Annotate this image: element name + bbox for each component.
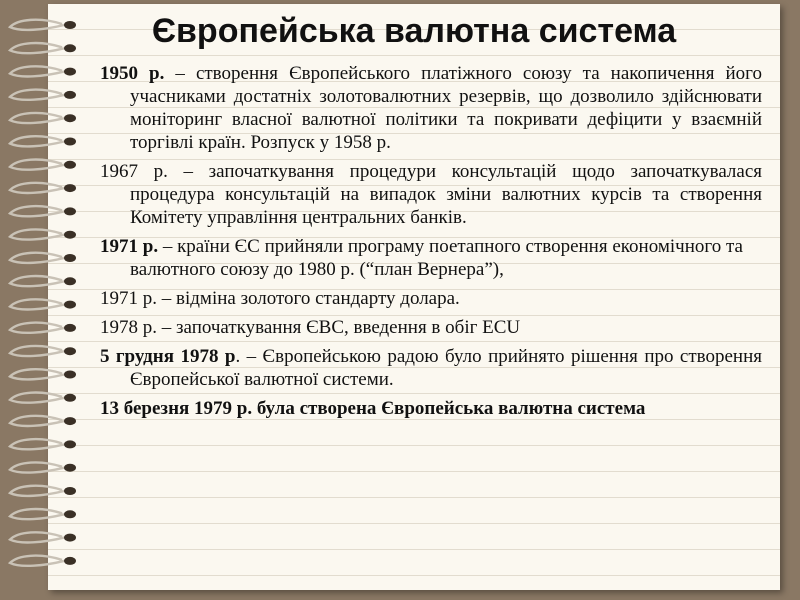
list-item-1971-plan <box>100 235 762 281</box>
spiral-ring <box>10 486 64 496</box>
item-text: 1978 р. – започаткування ЄВС, введення в обіг ECU <box>100 317 521 338</box>
item-lead: 1950 р. <box>100 63 165 84</box>
list-item-1971-gold <box>100 287 762 310</box>
page-title: Європейська валютна система <box>151 12 677 50</box>
item-text: – країни ЄС прийняли програму поетапного створення економічного та валютного союзу до 1980 р. (“план Вернера”), <box>130 236 743 280</box>
spiral-ring <box>10 90 64 100</box>
spiral-ring <box>10 509 64 519</box>
spiral-ring <box>10 253 64 263</box>
binding-hole <box>64 510 76 518</box>
list-item-1967 <box>100 160 762 229</box>
binding-hole <box>64 207 76 215</box>
spiral-ring <box>10 393 64 403</box>
spiral-ring <box>10 369 64 379</box>
binding-hole <box>64 68 76 76</box>
spiral-ring <box>10 323 64 333</box>
spiral-ring <box>10 229 64 239</box>
spiral-ring <box>10 136 64 146</box>
item-text: . – Європейською радою було прийнято рішення про створення Європейської валютної системи. <box>130 346 762 390</box>
binding-hole <box>64 301 76 309</box>
spiral-ring <box>10 276 64 286</box>
spiral-ring <box>10 462 64 472</box>
binding-hole <box>64 91 76 99</box>
binding-hole <box>64 371 76 379</box>
content-list <box>100 62 762 426</box>
item-lead: 5 грудня 1978 р <box>100 346 236 367</box>
spiral-ring <box>10 183 64 193</box>
binding-hole <box>64 464 76 472</box>
item-text: 1971 р. – відміна золотого стандарту долара. <box>100 288 460 309</box>
item-text: 13 березня 1979 р. була створена Європейська валютна система <box>100 398 646 419</box>
spiral-ring <box>10 206 64 216</box>
spiral-ring <box>10 113 64 123</box>
binding-hole <box>64 534 76 542</box>
item-text: – створення Європейського платіжного союзу та накопичення його учасниками достатніх золотовалютних резервів, що дозволило здійснювати моніторинг власної валютної політики та покривати дефіцити у взаємній торгівлі країн. Розпуск у 1958 р. <box>130 63 762 153</box>
spiral-ring <box>10 299 64 309</box>
binding-hole <box>64 138 76 146</box>
binding-hole <box>64 417 76 425</box>
spiral-ring <box>10 346 64 356</box>
binding-hole <box>64 114 76 122</box>
item-text: 1967 р. – започаткування процедури консультацій щодо започаткувалася процедура консультацій на випадок зміни валютних курсів та створення Комітету управління центральних банків. <box>100 161 762 228</box>
binding-hole <box>64 184 76 192</box>
spiral-binding <box>0 0 90 600</box>
binding-hole <box>64 347 76 355</box>
binding-hole <box>64 440 76 448</box>
spiral-ring <box>10 160 64 170</box>
binding-hole <box>64 324 76 332</box>
binding-hole <box>64 487 76 495</box>
spiral-ring <box>10 416 64 426</box>
list-item-1950 <box>100 62 762 154</box>
spiral-ring <box>10 556 64 566</box>
spiral-ring <box>10 439 64 449</box>
list-item-1978-ems <box>100 316 762 339</box>
binding-hole <box>64 161 76 169</box>
list-item-mar-1979 <box>100 397 762 420</box>
binding-hole <box>64 254 76 262</box>
binding-hole <box>64 231 76 239</box>
spiral-ring <box>10 66 64 76</box>
binding-hole <box>64 557 76 565</box>
item-lead: 1971 р. <box>100 236 159 257</box>
list-item-dec-1978 <box>100 345 762 391</box>
binding-hole <box>64 394 76 402</box>
binding-hole <box>64 277 76 285</box>
spiral-ring <box>10 532 64 542</box>
